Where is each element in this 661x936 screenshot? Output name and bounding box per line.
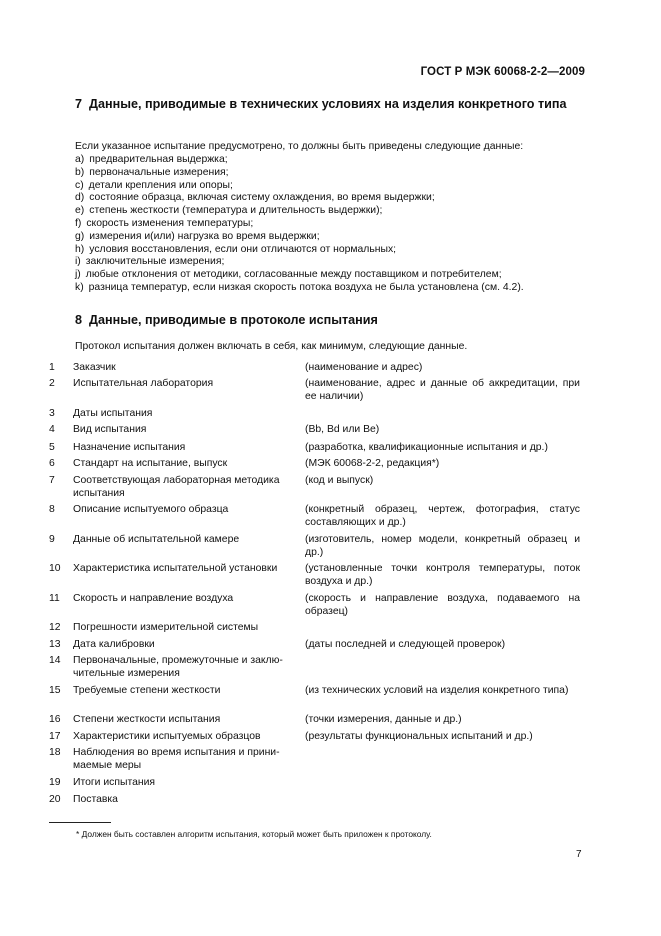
list-item-letter: h): [75, 243, 85, 255]
row-number: 11: [49, 593, 60, 604]
row-number: 4: [49, 424, 55, 435]
row-item-name: Заказчик: [73, 362, 116, 373]
section-8-number: 8: [75, 313, 83, 327]
row-item-detail: (наименование, адрес и данные об аккредитации, при ее наличии): [305, 378, 580, 403]
row-number: 7: [49, 475, 55, 486]
row-item-detail: (установленные точки контроля температуры, поток воздуха и др.): [305, 563, 580, 588]
row-item-name: Наблюдения во время испытания и прини-маемые меры: [73, 747, 280, 772]
row-item-name: Описание испытуемого образца: [73, 504, 229, 515]
standard-code: ГОСТ Р МЭК 60068-2-2—2009: [420, 66, 585, 78]
row-number: 3: [49, 408, 55, 419]
row-item-name: Характеристика испытательной установки: [73, 563, 278, 574]
section-7-list: [75, 154, 575, 295]
list-item: [75, 205, 575, 218]
row-number: 17: [49, 731, 61, 742]
page-number: 7: [576, 849, 582, 860]
row-item-name: Стандарт на испытание, выпуск: [73, 458, 228, 469]
row-item-detail: (даты последней и следующей проверок): [305, 639, 506, 650]
row-item-name: Вид испытания: [73, 424, 147, 435]
list-item: [75, 244, 575, 257]
list-item-text: предварительная выдержка;: [89, 154, 228, 165]
list-item-text: детали крепления или опоры;: [88, 179, 233, 191]
row-number: 16: [49, 714, 61, 725]
row-number: 5: [49, 442, 55, 453]
list-item: [75, 167, 575, 180]
row-item-name: Поставка: [73, 794, 118, 805]
list-item-letter: i): [75, 256, 81, 268]
row-number: 20: [49, 794, 61, 805]
list-item: [75, 282, 575, 295]
section-8-title: Данные, приводимые в протоколе испытания: [89, 313, 378, 327]
section-7-number: 7: [75, 97, 83, 111]
list-item-text: заключительные измерения;: [85, 256, 225, 268]
list-item: [75, 154, 575, 167]
row-item-detail: (результаты функциональных испытаний и др.): [305, 731, 533, 742]
section-7-intro: Если указанное испытание предусмотрено, то должны быть приведены следующие данные:: [75, 141, 524, 152]
row-number: 14: [49, 655, 61, 666]
row-item-name: Итоги испытания: [73, 777, 156, 788]
list-item: [75, 231, 575, 244]
list-item: [75, 180, 575, 193]
row-item-detail: (точки измерения, данные и др.): [305, 714, 462, 725]
row-item-name: Соответствующая лабораторная методика испытания: [73, 475, 280, 500]
list-item-text: скорость изменения температуры;: [86, 217, 254, 229]
row-number: 15: [49, 685, 61, 696]
row-item-detail: (наименование и адрес): [305, 362, 423, 373]
list-item-text: степень жесткости (температура и длительность выдержки);: [89, 205, 383, 217]
list-item-letter: e): [75, 205, 85, 217]
list-item-text: первоначальные измерения;: [89, 166, 229, 178]
list-item-letter: g): [75, 230, 85, 242]
row-number: 8: [49, 504, 55, 515]
list-item: [75, 218, 575, 231]
footnote-divider: [49, 822, 111, 823]
row-item-name: Характеристики испытуемых образцов: [73, 731, 261, 742]
row-item-name: Испытательная лаборатория: [73, 378, 214, 389]
row-number: 6: [49, 458, 55, 469]
list-item-letter: b): [75, 166, 85, 178]
row-item-name: Первоначальные, промежуточные и заклю-чительные измерения: [73, 655, 283, 680]
row-number: 1: [49, 362, 55, 373]
row-item-name: Дата калибровки: [73, 639, 155, 650]
row-number: 13: [49, 639, 61, 650]
section-7-title: Данные, приводимые в технических условиях на изделия конкретного типа: [89, 97, 567, 111]
row-number: 9: [49, 534, 55, 545]
row-number: 18: [49, 747, 61, 758]
row-item-name: Даты испытания: [73, 408, 153, 419]
list-item-letter: j): [75, 269, 81, 281]
list-item: [75, 256, 575, 269]
row-item-detail: (код и выпуск): [305, 475, 374, 486]
row-number: 12: [49, 622, 61, 633]
row-item-name: Данные об испытательной камере: [73, 534, 240, 545]
section-8-intro: Протокол испытания должен включать в себя, как минимум, следующие данные.: [75, 341, 468, 352]
row-item-name: Назначение испытания: [73, 442, 186, 453]
list-item-letter: a): [75, 154, 85, 165]
list-item-text: состояние образца, включая систему охлаждения, во время выдержки;: [89, 192, 435, 204]
footnote: * Должен быть составлен алгоритм испытания, который может быть приложен к протоколу.: [76, 829, 432, 839]
row-item-detail: (скорость и направление воздуха, подаваемого на образец): [305, 593, 580, 618]
row-item-detail: (изготовитель, номер модели, конкретный образец и др.): [305, 534, 580, 559]
row-number: 19: [49, 777, 61, 788]
section-8-heading: [75, 312, 580, 328]
row-item-detail: (из технических условий на изделия конкретного типа): [305, 685, 569, 696]
list-item-letter: d): [75, 192, 85, 204]
list-item-letter: f): [75, 217, 82, 229]
row-number: 10: [49, 563, 61, 574]
list-item: [75, 192, 575, 205]
section-7-heading: [75, 96, 580, 112]
row-item-detail: (конкретный образец, чертеж, фотография, статус составляющих и др.): [305, 504, 580, 529]
list-item: [75, 269, 575, 282]
row-item-name: Скорость и направление воздуха: [73, 593, 234, 604]
row-item-detail: (МЭК 60068-2-2, редакция*): [305, 458, 440, 469]
list-item-text: разница температур, если низкая скорость потока воздуха не была установлена (см. 4.2).: [88, 281, 524, 293]
list-item-text: условия восстановления, если они отличаются от нормальных;: [89, 243, 397, 255]
row-item-name: Требуемые степени жесткости: [73, 685, 221, 696]
list-item-letter: c): [75, 179, 84, 191]
list-item-text: любые отклонения от методики, согласованные между поставщиком и потребителем;: [85, 269, 502, 281]
list-item-text: измерения и(или) нагрузка во время выдержки;: [89, 230, 320, 242]
row-item-detail: (Bb, Bd или Be): [305, 424, 380, 435]
list-item-letter: k): [75, 281, 84, 293]
row-item-detail: (разработка, квалификационные испытания и др.): [305, 442, 548, 453]
row-number: 2: [49, 378, 55, 389]
row-item-name: Погрешности измерительной системы: [73, 622, 259, 633]
row-item-name: Степени жесткости испытания: [73, 714, 221, 725]
